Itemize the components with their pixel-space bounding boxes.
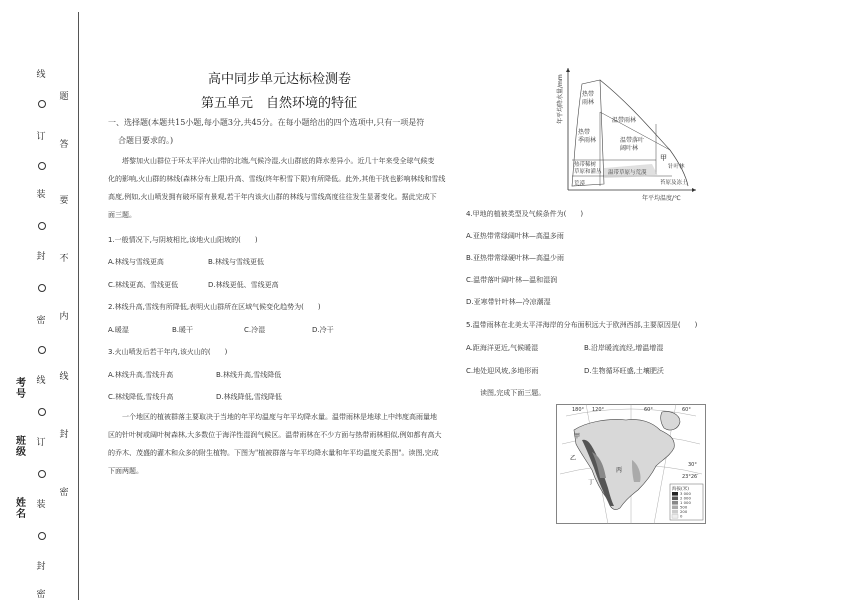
map-lon-label: 60° bbox=[644, 407, 653, 413]
map-lon-label: 180° bbox=[572, 407, 585, 413]
seal-char: 密 bbox=[36, 590, 46, 600]
legend-value: 0 bbox=[680, 513, 683, 519]
question-4-option-d: D.亚寒带针叶林—冷凉潮湿 bbox=[466, 298, 551, 306]
unit-title: 第五单元 自然环境的特征 bbox=[201, 96, 358, 111]
seal-char: 订 bbox=[36, 438, 46, 448]
passage-3-line: 读图,完成下面三题。 bbox=[480, 389, 546, 397]
label-banji: 班级 bbox=[16, 436, 26, 458]
seal-char: 线 bbox=[36, 376, 46, 386]
label-kaohao: 考号 bbox=[16, 378, 26, 400]
question-3-option-a: A.林线升高,雪线升高 bbox=[108, 371, 174, 379]
passage-line: 塔黎加火山群位于环太平洋火山带的北端,气候冷湿,火山群底的降水差异小。近几十年来受全球气候变 bbox=[122, 157, 435, 165]
seal-char: 装 bbox=[36, 500, 46, 510]
binding-hole bbox=[38, 162, 46, 170]
section-heading-line: 一、选择题(本题共15小题,每小题3分,共45分。在每小题给出的四个选项中,只有一项是符 bbox=[108, 118, 425, 127]
question-2-option-a: A.暖湿 bbox=[108, 326, 129, 334]
label-coniferous: 针叶林 bbox=[668, 164, 685, 170]
instruction-char: 线 bbox=[59, 372, 69, 382]
north-america-map bbox=[556, 404, 706, 524]
instruction-char: 密 bbox=[59, 488, 69, 498]
question-3-stem: 3.火山喷发后若干年内,该火山的( ) bbox=[108, 348, 228, 356]
legend-value: 200 bbox=[680, 509, 688, 514]
legend-value: 3 000 bbox=[680, 491, 691, 496]
seal-char: 订 bbox=[36, 132, 46, 142]
binding-line bbox=[78, 12, 79, 600]
map-label-bing: 丙 bbox=[616, 467, 623, 474]
label-tundra: 苔原及冻土 bbox=[660, 180, 688, 186]
chart-x-axis-label: 年平均温度/℃ bbox=[642, 195, 681, 202]
binding-hole bbox=[38, 222, 46, 230]
question-5-option-c: C.地处迎风坡,多地形雨 bbox=[466, 367, 539, 375]
passage-line: 的乔木、茂盛的灌木和众多的附生植物。下图为"植被群落与年平均降水量和年平均温度关系图"。读图,完成 bbox=[108, 449, 439, 457]
seal-char: 封 bbox=[36, 562, 46, 572]
chart-y-axis-label: 年平均降水量/mm bbox=[557, 74, 564, 124]
question-1-option-c: C.林线更高、雪线更低 bbox=[108, 281, 179, 289]
question-3-option-d: D.林线降低,雪线降低 bbox=[216, 393, 282, 401]
label-savanna-2: 草原和灌丛 bbox=[574, 169, 602, 175]
seal-char: 线 bbox=[36, 70, 46, 80]
page-title: 高中同步单元达标检测卷 bbox=[208, 72, 352, 87]
passage-1 bbox=[108, 152, 453, 224]
label-savanna: 热带稀树 bbox=[574, 162, 597, 168]
binding-hole bbox=[38, 100, 46, 108]
question-2-option-c: C.冷湿 bbox=[244, 326, 266, 334]
map-lat-label: 23°26′ bbox=[682, 474, 699, 480]
passage-line: 化的影响,火山群的林线(森林分布上限)升高、雪线(终年积雪下限)有所降低。此外,其他干扰也影响林线和雪线 bbox=[108, 175, 446, 183]
instruction-char: 要 bbox=[59, 196, 69, 206]
passage-2 bbox=[108, 408, 453, 480]
question-4-option-a: A.亚热带常绿阔叶林—高温多雨 bbox=[466, 232, 564, 240]
question-5-option-a: A.距海洋更近,气候暖湿 bbox=[466, 344, 539, 352]
question-1-option-d: D.林线更低、雪线更高 bbox=[208, 281, 279, 289]
map-lon-label: 120° bbox=[592, 407, 605, 413]
legend-value: 2 000 bbox=[680, 495, 691, 501]
instruction-char: 题 bbox=[59, 92, 69, 102]
question-2-stem: 2.林线升高,雪线有所降低,表明火山群所在区域气候变化趋势为( ) bbox=[108, 303, 321, 311]
question-5-option-b: B.沿岸暖流流经,增温增湿 bbox=[584, 344, 664, 352]
label-desert: 荒漠 bbox=[574, 181, 586, 187]
map-lon-label: 60° bbox=[682, 407, 691, 413]
instruction-char: 内 bbox=[59, 312, 69, 322]
question-2-option-d: D.冷干 bbox=[312, 326, 334, 334]
instruction-char: 答 bbox=[59, 140, 69, 150]
label-xingming: 姓名 bbox=[16, 498, 26, 520]
passage-line: 一个地区的植被群落主要取决于当地的年平均温度与年平均降水量。温带雨林是地球上中纬度高雨量地 bbox=[122, 413, 437, 421]
label-steppe: 温带草原与荒漠 bbox=[608, 170, 647, 176]
passage-line: 面三题。 bbox=[108, 211, 136, 219]
question-3-option-c: C.林线降低,雪线升高 bbox=[108, 393, 174, 401]
question-1-option-b: B.林线与雪线更低 bbox=[208, 258, 265, 266]
section-heading-line: 合题目要求的。) bbox=[118, 136, 174, 145]
question-4-stem: 4.甲地的植被类型及气候条件为( ) bbox=[466, 210, 584, 218]
passage-line: 下面两题。 bbox=[108, 467, 143, 475]
instruction-char: 封 bbox=[59, 430, 69, 440]
label-temperate-rainforest: 温带雨林 bbox=[612, 117, 637, 124]
question-5-stem: 5.温带雨林在北美太平洋海岸的分布面积远大于欧洲西部,主要原因是( ) bbox=[466, 321, 698, 329]
question-2-option-b: B.暖干 bbox=[172, 326, 194, 334]
marker-jia: 甲 bbox=[660, 154, 667, 162]
map-label-yi: 乙 bbox=[570, 455, 577, 462]
question-1-stem: 1.一般情况下,与阴坡相比,该地火山阳坡的( ) bbox=[108, 236, 258, 244]
question-4-option-c: C.温带落叶阔叶林—温和湿润 bbox=[466, 276, 558, 284]
question-5-option-d: D.生物循环旺盛,土壤肥沃 bbox=[584, 367, 664, 375]
label-monsoon-forest-2: 季雨林 bbox=[578, 137, 597, 144]
map-lat-label: 30° bbox=[688, 462, 697, 468]
map-legend-title: 海拔(米) bbox=[672, 487, 690, 492]
map-label-ding: 丁 bbox=[588, 479, 595, 486]
question-3-option-b: B.林线升高,雪线降低 bbox=[216, 371, 282, 379]
label-tropical-rainforest: 热带 bbox=[582, 91, 595, 98]
seal-char: 装 bbox=[36, 190, 46, 200]
binding-hole bbox=[38, 470, 46, 478]
label-deciduous-2: 阔叶林 bbox=[620, 145, 639, 152]
legend-value: 1 000 bbox=[680, 500, 691, 505]
map-label-jia: 甲 bbox=[574, 433, 581, 440]
binding-hole bbox=[38, 346, 46, 354]
label-monsoon-forest: 热带 bbox=[578, 129, 591, 136]
label-deciduous: 温带落叶 bbox=[620, 137, 645, 144]
passage-line: 高度,例如,火山喷发拥有破坏原有景观,若干年内该火山群的林线与雪线高度往往发生显著变化。据此完成下 bbox=[108, 193, 437, 201]
binding-hole bbox=[38, 408, 46, 416]
question-1-option-a: A.林线与雪线更高 bbox=[108, 258, 164, 266]
binding-hole bbox=[38, 532, 46, 540]
question-4-option-b: B.亚热带常绿硬叶林—高温少雨 bbox=[466, 254, 565, 262]
legend-value: 500 bbox=[680, 504, 688, 510]
seal-char: 封 bbox=[36, 252, 46, 262]
vegetation-climate-diagram bbox=[557, 64, 700, 204]
label-tropical-rainforest-2: 雨林 bbox=[582, 99, 595, 106]
binding-hole bbox=[38, 284, 46, 292]
instruction-char: 不 bbox=[59, 254, 69, 264]
seal-char: 密 bbox=[36, 316, 46, 326]
map-legend bbox=[670, 484, 703, 520]
passage-line: 区的针叶树或阔叶树森林,大多数位于海洋性湿润气候区。温带雨林在不少方面与热带雨林相似,例如都有高大 bbox=[108, 431, 442, 439]
